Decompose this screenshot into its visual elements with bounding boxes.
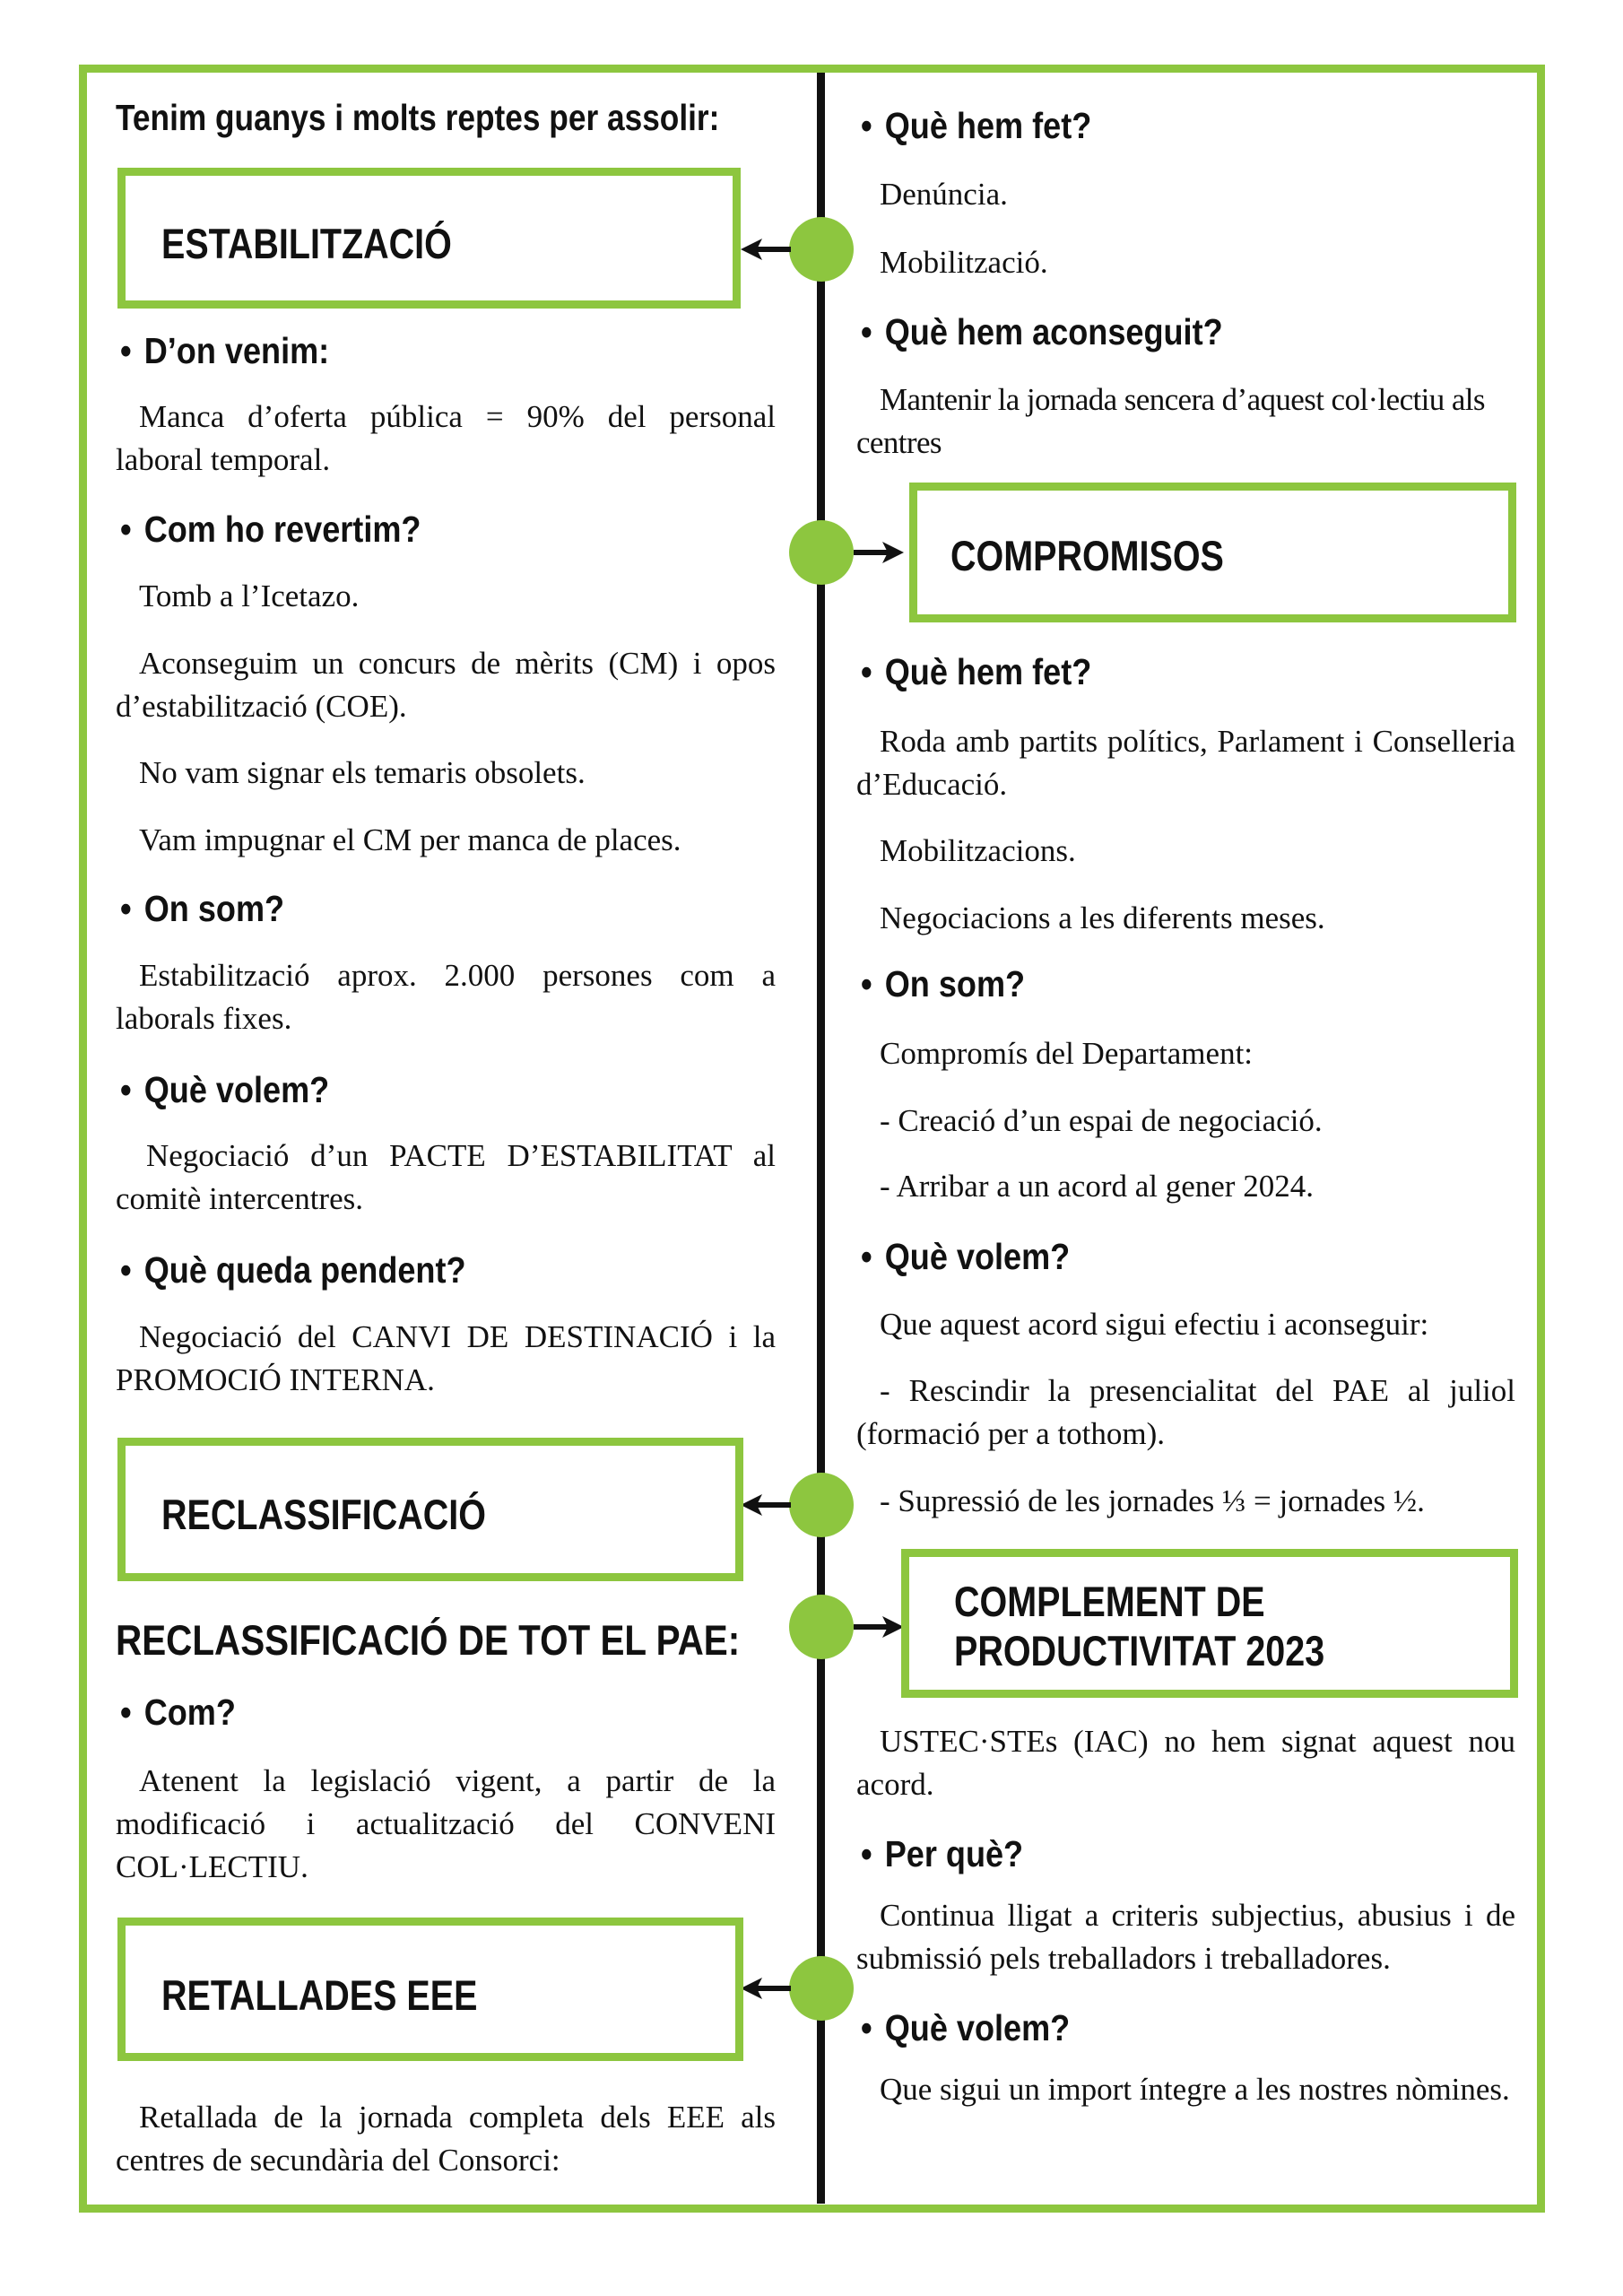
question-heading: • Com? — [120, 1692, 236, 1733]
section-heading: RECLASSIFICACIÓ DE TOT EL PAE: — [116, 1616, 741, 1664]
question-heading: • Per què? — [861, 1833, 1024, 1874]
timeline-dot-compromisos — [789, 520, 854, 585]
body-text: Mobilització. — [880, 245, 1048, 280]
bullet-icon: • — [120, 509, 132, 550]
body-text: Mantenir la jornada sencera d’aquest col·lectiu als centres — [856, 382, 1485, 460]
question-heading: • Què hem fet? — [861, 105, 1092, 146]
section-title-line1: COMPLEMENT DE — [954, 1578, 1265, 1625]
bullet-icon: • — [120, 888, 132, 929]
body-text: Denúncia. — [880, 177, 1008, 212]
bullet-icon: • — [120, 1692, 132, 1733]
body-text: Estabilització aprox. 2.000 persones com a laborals fixes. — [116, 958, 776, 1036]
question-heading: • Què volem? — [861, 1236, 1071, 1277]
arrow-right-icon — [854, 540, 904, 565]
bullet-icon: • — [120, 330, 132, 371]
bullet-icon: • — [120, 1249, 132, 1291]
bullet-icon: • — [861, 1833, 872, 1874]
arrow-left-icon — [741, 1976, 791, 2001]
body-text: - Creació d’un espai de negociació. — [880, 1103, 1323, 1138]
bullet-icon: • — [861, 105, 872, 146]
body-text: - Rescindir la presencialitat del PAE al juliol (formació per a tothom). — [856, 1373, 1515, 1451]
body-text: Mobilitzacions. — [880, 833, 1076, 868]
question-heading: • Què volem? — [120, 1069, 330, 1110]
body-text: - Supressió de les jornades ⅓ = jornades ½. — [880, 1483, 1425, 1518]
bullet-icon: • — [861, 651, 872, 692]
body-text: Vam impugnar el CM per manca de places. — [139, 822, 681, 857]
arrow-left-icon — [741, 1492, 791, 1518]
section-title: ESTABILITZACIÓ — [161, 220, 452, 267]
body-text: Compromís del Departament: — [880, 1036, 1254, 1071]
body-text: Tomb a l’Icetazo. — [139, 578, 360, 613]
section-box-estabilitzacio — [117, 168, 741, 309]
timeline-dot-estabilitzacio — [789, 217, 854, 282]
timeline-dot-reclassificacio — [789, 1473, 854, 1537]
section-box-compromisos — [909, 483, 1516, 622]
body-text: Retallada de la jornada completa dels EEE als centres de secundària del Consorci: — [116, 2100, 776, 2178]
body-text: Continua lligat a criteris subjectius, abusius i de submissió pels treballadors i treballadores. — [856, 1898, 1515, 1976]
body-text: Roda amb partits polítics, Parlament i Conselleria d’Educació. — [856, 724, 1515, 802]
body-text: Manca d’oferta pública = 90% del personal laboral temporal. — [116, 399, 776, 477]
timeline-dot-complement — [789, 1595, 854, 1659]
bullet-icon: • — [120, 1069, 132, 1110]
question-heading: • On som? — [861, 963, 1026, 1004]
body-text: No vam signar els temaris obsolets. — [139, 755, 586, 790]
section-title-line2: PRODUCTIVITAT 2023 — [954, 1627, 1325, 1674]
body-text: Negociació d’un PACTE D’ESTABILITAT al comitè intercentres. — [116, 1138, 776, 1216]
body-text: Negociació del CANVI DE DESTINACIÓ i la PROMOCIÓ INTERNA. — [116, 1319, 776, 1397]
section-box-retallades — [117, 1918, 743, 2061]
section-title: RETALLADES EEE — [161, 1971, 478, 2019]
body-text: USTEC·STEs (IAC) no hem signat aquest nou acord. — [856, 1724, 1515, 1802]
section-title: RECLASSIFICACIÓ — [161, 1491, 486, 1538]
intro-heading: Tenim guanys i molts reptes per assolir: — [116, 97, 720, 138]
body-text: Negociacions a les diferents meses. — [880, 900, 1325, 935]
question-heading: • Com ho revertim? — [120, 509, 421, 550]
question-heading: • Què hem aconseguit? — [861, 311, 1223, 352]
bullet-icon: • — [861, 2007, 872, 2048]
body-text: Que aquest acord sigui efectiu i aconseguir: — [880, 1307, 1429, 1342]
timeline-line — [817, 73, 825, 2204]
body-text: Atenent la legislació vigent, a partir de la modificació i actualització del CONVENI COL·LECTIU. — [116, 1763, 776, 1884]
bullet-icon: • — [861, 1236, 872, 1277]
section-box-complement — [901, 1549, 1518, 1698]
bullet-icon: • — [861, 963, 872, 1004]
question-heading: • Què volem? — [861, 2007, 1071, 2048]
section-title: COMPROMISOS — [950, 532, 1224, 579]
section-box-reclassificacio — [117, 1438, 743, 1581]
arrow-right-icon — [854, 1614, 904, 1639]
body-text: - Arribar a un acord al gener 2024. — [880, 1169, 1314, 1204]
bullet-icon: • — [861, 311, 872, 352]
body-text: Aconseguim un concurs de mèrits (CM) i opos d’estabilització (COE). — [116, 646, 776, 724]
question-heading: • On som? — [120, 888, 285, 929]
body-text: Que sigui un import íntegre a les nostres nòmines. — [880, 2072, 1510, 2107]
timeline-dot-retallades — [789, 1956, 854, 2021]
question-heading: • Què queda pendent? — [120, 1249, 466, 1291]
question-heading: • Què hem fet? — [861, 651, 1092, 692]
question-heading: • D’on venim: — [120, 330, 330, 371]
arrow-left-icon — [741, 237, 791, 262]
